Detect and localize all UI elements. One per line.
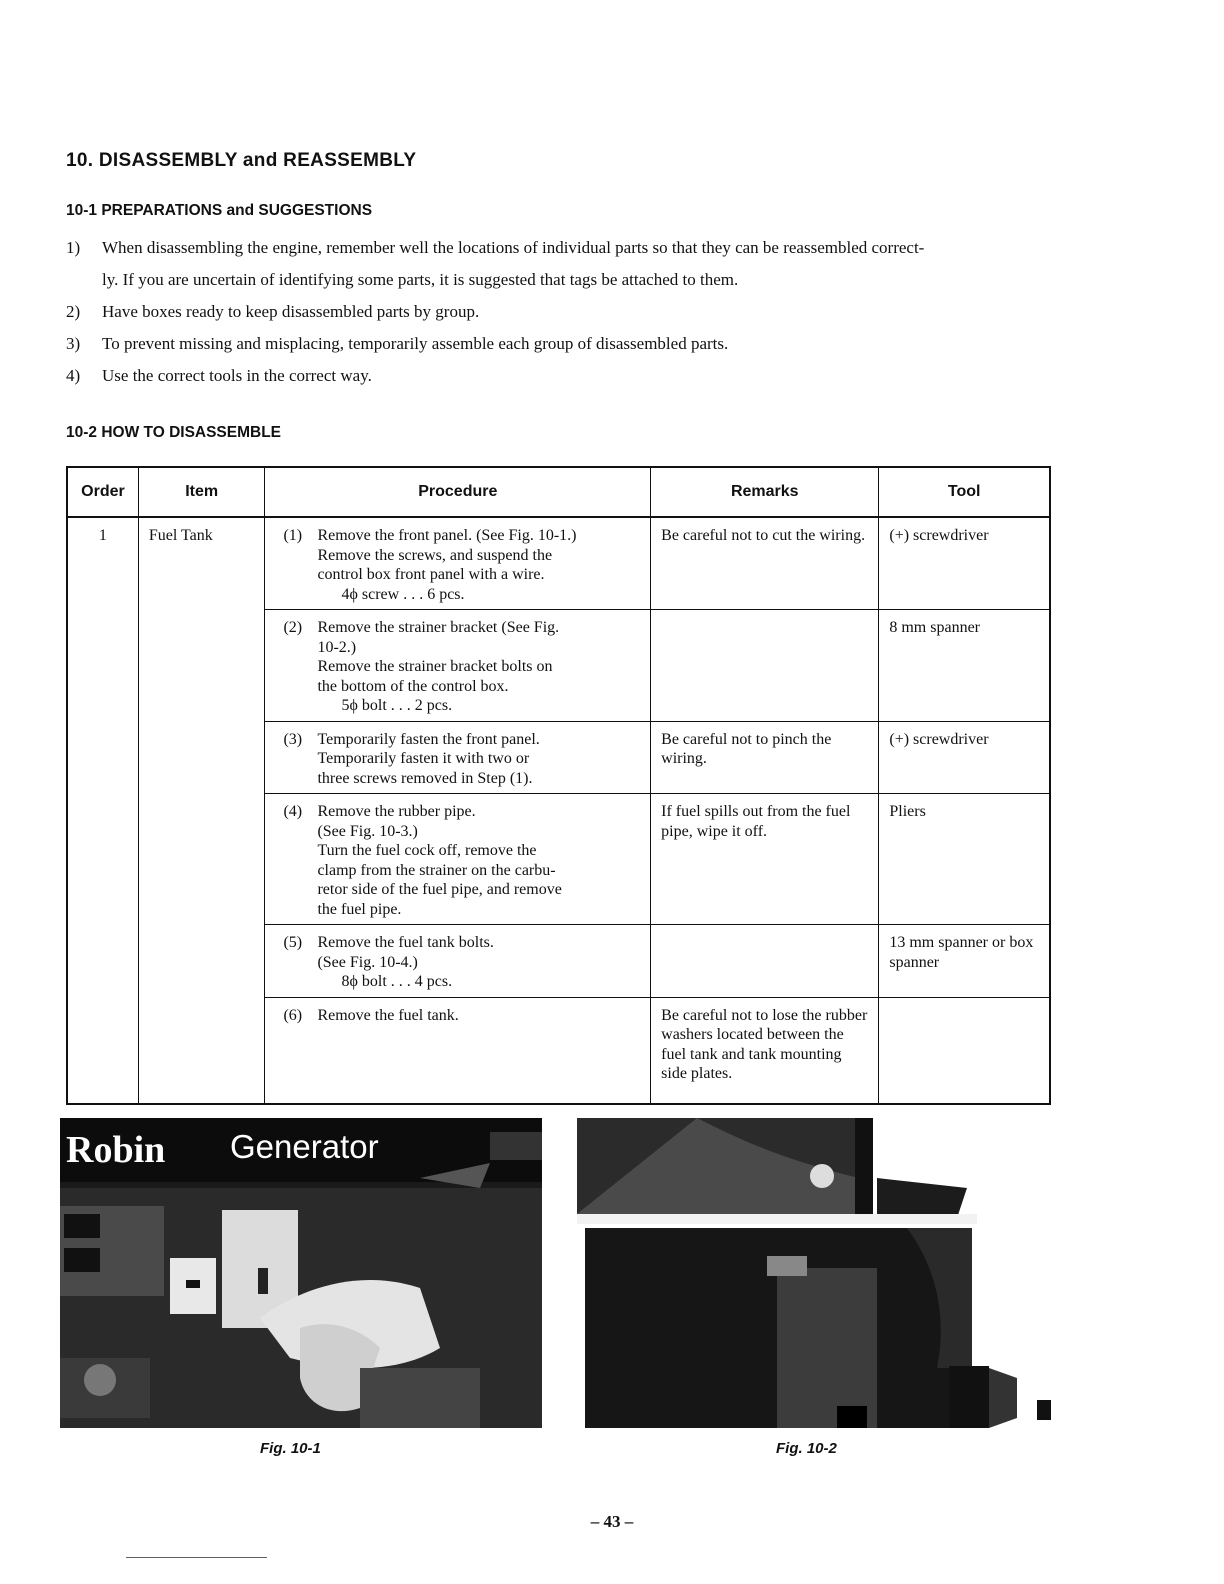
list-item (66, 296, 1066, 328)
step-spec: 8ϕ bolt . . . 4 pcs. (341, 973, 453, 990)
procedure-cell (265, 997, 651, 1104)
brand-word-text: Generator (230, 1128, 379, 1165)
generator-panel-illustration (60, 1118, 542, 1428)
subsection-title-preparations: 10-1 PREPARATIONS and SUGGESTIONS (66, 202, 373, 219)
list-item-text: Have boxes ready to keep disassembled parts by group. (102, 302, 480, 321)
list-item (66, 328, 1066, 360)
list-item-text: To prevent missing and misplacing, temporarily assemble each group of disassembled parts. (102, 334, 729, 353)
step-line: Temporarily fasten the front panel. (317, 730, 540, 748)
disassembly-table (66, 466, 1051, 1105)
figure-caption-10-2: Fig. 10-2 (776, 1440, 837, 1457)
list-item-number: 1) (66, 238, 81, 257)
step-line: (See Fig. 10-3.) (317, 822, 418, 840)
step-spec: 5ϕ bolt . . . 2 pcs. (341, 697, 453, 714)
item-cell: Fuel Tank (138, 517, 265, 1104)
figure-10-1-photo (60, 1118, 542, 1428)
step-line: Remove the front panel. (See Fig. 10-1.) (317, 527, 577, 544)
step-number: (5) (283, 934, 303, 951)
step-line: Remove the fuel tank bolts. (317, 934, 494, 951)
table-row (67, 517, 1050, 610)
table-header-row (67, 467, 1050, 517)
order-cell: 1 (67, 517, 138, 1104)
list-item (66, 232, 1066, 296)
list-item-number: 4) (66, 366, 81, 385)
remarks-cell: Be careful not to pinch the wiring. (651, 721, 879, 794)
step-spec: 4ϕ screw . . . 6 pcs. (341, 585, 465, 603)
step-number: (4) (283, 803, 303, 820)
header-tool: Tool (879, 467, 1050, 517)
step-line: control box front panel with a wire. (317, 566, 545, 583)
list-item-number: 3) (66, 334, 81, 353)
step-line: clamp from the strainer on the carbu- (317, 861, 556, 879)
tool-cell: 13 mm spanner or box spanner (879, 925, 1050, 998)
step-line: the fuel pipe. (317, 900, 402, 918)
subsection-title-disassemble: 10-2 HOW TO DISASSEMBLE (66, 424, 282, 441)
header-procedure: Procedure (265, 467, 651, 517)
step-line: the bottom of the control box. (317, 677, 509, 695)
step-line: Remove the strainer bracket (See Fig. (317, 619, 560, 636)
remarks-cell: Be careful not to lose the rubber washers located between the fuel tank and tank mounting side plates. (651, 997, 879, 1104)
step-line: (See Fig. 10-4.) (317, 953, 418, 971)
step-line: Remove the rubber pipe. (317, 803, 476, 820)
brand-logo-text: Robin (66, 1129, 166, 1171)
remarks-cell: Be careful not to cut the wiring. (651, 517, 879, 610)
preparations-list (66, 232, 1066, 392)
header-remarks: Remarks (651, 467, 879, 517)
header-order: Order (67, 467, 138, 517)
list-item-text: When disassembling the engine, remember well the locations of individual parts so that they can be reassembled correct- (102, 238, 925, 257)
step-line: retor side of the fuel pipe, and remove (317, 881, 562, 898)
step-line: Temporarily fasten it with two or (317, 750, 530, 767)
tool-cell: (+) screwdriver (889, 527, 989, 544)
procedure-cell (265, 721, 651, 794)
procedure-cell (265, 925, 651, 998)
step-line: 10-2.) (317, 638, 357, 656)
list-item-number: 2) (66, 302, 81, 321)
step-line: Remove the strainer bracket bolts on (317, 658, 553, 675)
list-item (66, 360, 1066, 392)
step-number: (6) (283, 1006, 303, 1024)
list-item-text-continued: ly. If you are uncertain of identifying some parts, it is suggested that tags be attached to them. (102, 270, 739, 289)
remarks-cell (651, 925, 879, 998)
step-line: Remove the screws, and suspend the (317, 546, 553, 564)
strainer-bracket-illustration (577, 1118, 1059, 1428)
procedure-cell (265, 794, 651, 925)
remarks-cell (651, 610, 879, 722)
decorative-rule (126, 1557, 267, 1558)
procedure-cell (265, 517, 651, 610)
step-number: (3) (283, 730, 303, 748)
tool-cell: 8 mm spanner (879, 610, 1050, 722)
procedure-cell (265, 610, 651, 722)
page-number: – 43 – (590, 1512, 634, 1531)
figure-caption-10-1: Fig. 10-1 (260, 1440, 321, 1457)
section-title: 10. DISASSEMBLY and REASSEMBLY (66, 150, 417, 171)
tool-cell: Pliers (879, 794, 1050, 925)
step-number: (1) (283, 527, 303, 544)
figure-10-2-photo (577, 1118, 1059, 1428)
remarks-cell: If fuel spills out from the fuel pipe, wipe it off. (651, 794, 879, 925)
list-item-text: Use the correct tools in the correct way. (102, 366, 372, 385)
tool-cell (879, 997, 1050, 1104)
step-line: three screws removed in Step (1). (317, 769, 533, 787)
tool-cell: (+) screwdriver (879, 721, 1050, 794)
step-number: (2) (283, 619, 303, 636)
step-line: Turn the fuel cock off, remove the (317, 842, 537, 859)
step-line: Remove the fuel tank. (317, 1006, 459, 1024)
header-item: Item (138, 467, 265, 517)
